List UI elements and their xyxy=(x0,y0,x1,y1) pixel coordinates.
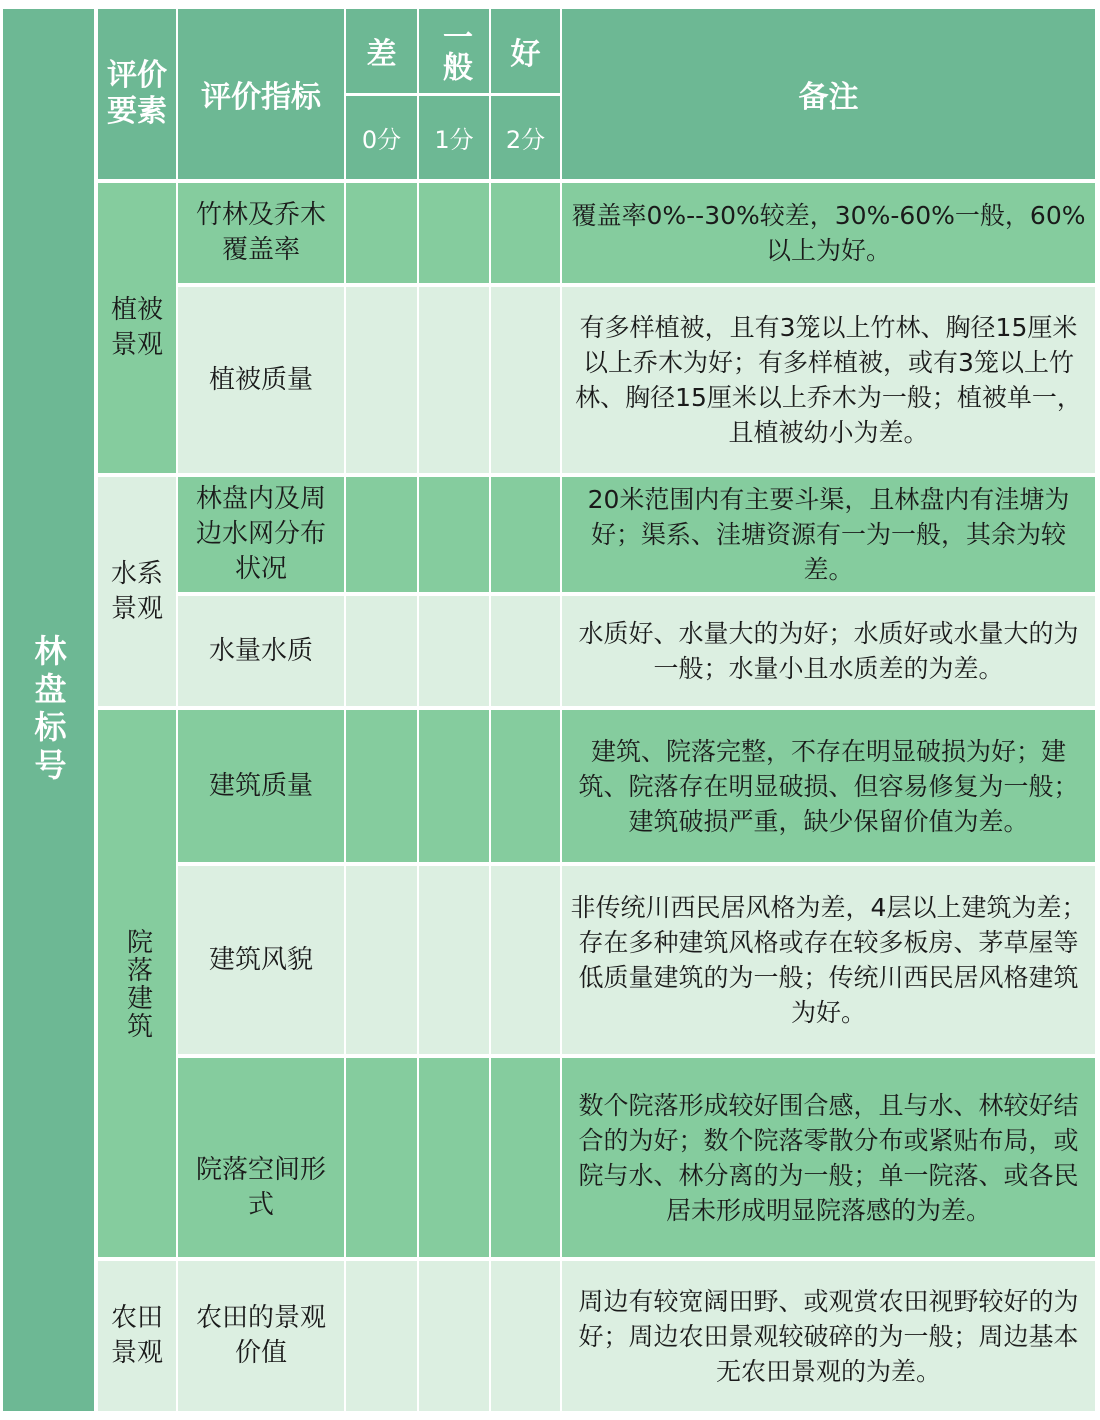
score-mid-label: 1分 xyxy=(434,126,474,154)
header-note-label: 备注 xyxy=(798,80,859,115)
score-cell-poor[interactable] xyxy=(346,1261,417,1411)
indicator-text: 水量水质 xyxy=(208,635,313,666)
group-farmland-label: 农田景观 xyxy=(110,1303,163,1368)
table-row-note xyxy=(562,477,1095,592)
note-text: 20米范围内有主要斗渠，且林盘内有洼塘为好；渠系、洼塘资源有一为一般，其余为较差。 xyxy=(587,485,1070,584)
note-text: 有多样植被，且有3笼以上竹林、胸径15厘米以上乔木为好；有多样植被，或有3笼以上竹林、胸径15厘米以上乔木为一般；植被单一，且植被幼小为差。 xyxy=(575,313,1082,447)
table-row-indicator xyxy=(178,710,344,862)
indicator-text: 竹林及乔木覆盖率 xyxy=(195,200,326,265)
table-row-indicator xyxy=(178,1261,344,1411)
score-cell-mid[interactable] xyxy=(419,596,489,706)
header-indicator-label: 评价指标 xyxy=(201,80,321,115)
score-cell-mid[interactable] xyxy=(419,710,489,862)
indicator-text: 建筑质量 xyxy=(208,770,313,801)
header-score-good xyxy=(491,96,560,179)
table-row-indicator xyxy=(178,477,344,592)
score-cell-poor[interactable] xyxy=(346,183,417,283)
score-cell-poor[interactable] xyxy=(346,477,417,592)
note-text: 非传统川西民居风格为差，4层以上建筑为差；存在多种建筑风格或存在较多板房、茅草屋等低质量建筑的为一般；传统川西民居风格建筑为好。 xyxy=(570,893,1087,1027)
score-cell-good[interactable] xyxy=(491,287,560,473)
header-grade-poor xyxy=(346,9,417,93)
table-row-indicator xyxy=(178,1058,344,1257)
score-cell-poor[interactable] xyxy=(346,287,417,473)
grade-poor-label: 差 xyxy=(366,37,397,72)
table-row-note xyxy=(562,1058,1095,1257)
lin-pan-id-header xyxy=(3,9,94,1411)
group-water xyxy=(98,477,176,706)
score-cell-poor[interactable] xyxy=(346,1058,417,1257)
score-cell-poor[interactable] xyxy=(346,596,417,706)
score-cell-mid[interactable] xyxy=(419,1058,489,1257)
table-row-note xyxy=(562,866,1095,1054)
grade-mid-label: 一般 xyxy=(437,21,472,81)
score-cell-good[interactable] xyxy=(491,183,560,283)
score-cell-good[interactable] xyxy=(491,1261,560,1411)
note-text: 周边有较宽阔田野、或观赏农田视野较好的为好；周边农田景观较破碎的为一般；周边基本无农田景观的为差。 xyxy=(578,1286,1079,1386)
table-row-note xyxy=(562,183,1095,283)
score-cell-good[interactable] xyxy=(491,866,560,1054)
indicator-text: 院落空间形式 xyxy=(195,1154,326,1220)
score-cell-mid[interactable] xyxy=(419,287,489,473)
indicator-text: 建筑风貌 xyxy=(208,944,313,975)
lin-pan-id-label: 林盘标号 xyxy=(29,634,68,786)
header-indicator xyxy=(178,9,344,179)
score-cell-good[interactable] xyxy=(491,596,560,706)
score-cell-mid[interactable] xyxy=(419,866,489,1054)
group-vegetation xyxy=(98,183,176,473)
header-element xyxy=(98,9,176,179)
score-cell-good[interactable] xyxy=(491,710,560,862)
table-row-indicator xyxy=(178,596,344,706)
group-courtyard xyxy=(98,710,176,1257)
header-grade-mid xyxy=(419,9,489,93)
score-good-label: 2分 xyxy=(505,126,546,154)
header-element-label: 评价要素 xyxy=(107,58,167,129)
note-text: 水质好、水量大的为好；水质好或水量大的为一般；水量小且水质差的为差。 xyxy=(578,619,1079,683)
score-cell-good[interactable] xyxy=(491,477,560,592)
indicator-text: 植被质量 xyxy=(208,364,313,395)
group-farmland xyxy=(98,1261,176,1411)
score-cell-mid[interactable] xyxy=(419,1261,489,1411)
score-cell-mid[interactable] xyxy=(419,183,489,283)
indicator-text: 林盘内及周边水网分布状况 xyxy=(195,484,326,584)
score-cell-mid[interactable] xyxy=(419,477,489,592)
score-cell-poor[interactable] xyxy=(346,866,417,1054)
group-vegetation-label: 植被景观 xyxy=(110,295,163,360)
table-row-indicator xyxy=(178,183,344,283)
indicator-text: 农田的景观价值 xyxy=(195,1303,326,1368)
note-text: 建筑、院落完整，不存在明显破损为好；建筑、院落存在明显破损、但容易修复为一般；建筑破损严重，缺少保留价值为差。 xyxy=(578,736,1079,836)
score-cell-good[interactable] xyxy=(491,1058,560,1257)
table-row-note xyxy=(562,1261,1095,1411)
score-cell-poor[interactable] xyxy=(346,710,417,862)
header-score-poor xyxy=(346,96,417,179)
note-text: 数个院落形成较好围合感，且与水、林较好结合的为好；数个院落零散分布或紧贴布局，或院与水、林分离的为一般；单一院落、或各民居未形成明显院落感的为差。 xyxy=(578,1090,1079,1225)
table-row-indicator xyxy=(178,866,344,1054)
header-score-mid xyxy=(419,96,489,179)
header-grade-good xyxy=(491,9,560,93)
score-poor-label: 0分 xyxy=(361,126,402,154)
group-water-label: 水系景观 xyxy=(110,558,163,624)
table-row-note xyxy=(562,596,1095,706)
grade-good-label: 好 xyxy=(510,37,541,72)
table-row-note xyxy=(562,287,1095,473)
group-courtyard-label: 院落建筑 xyxy=(122,927,153,1040)
table-row-indicator xyxy=(178,287,344,473)
table-row-note xyxy=(562,710,1095,862)
note-text: 覆盖率0%--30%较差，30%-60%一般，60%以上为好。 xyxy=(571,201,1086,265)
header-note xyxy=(562,9,1095,179)
